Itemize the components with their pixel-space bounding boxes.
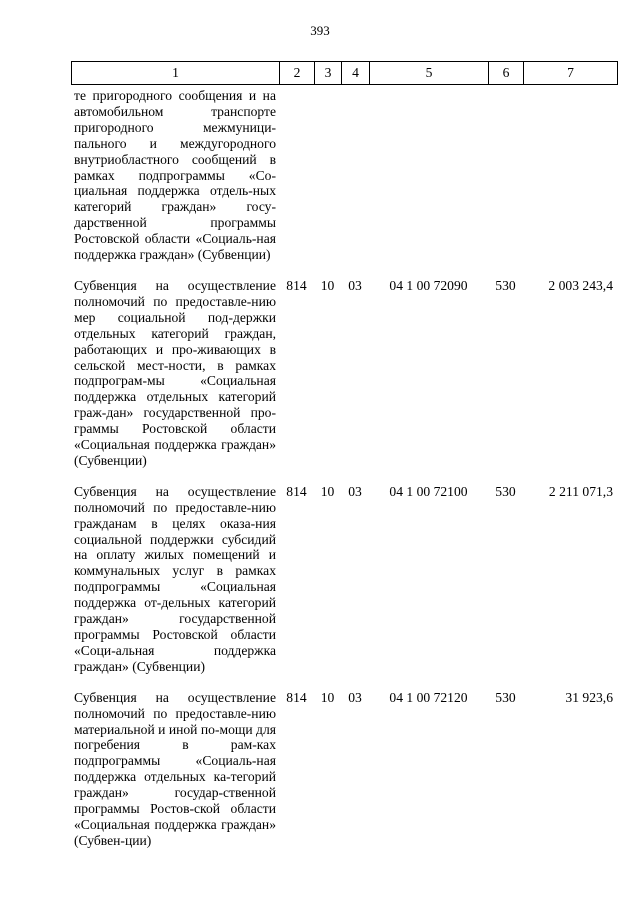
ministry-code: 814	[286, 689, 307, 705]
row-description: те пригородного сообщения и на автомобильном транспорте пригородного межмуници-пального и междугородного внутриобластного сообщений в рамках подпрограммы «Со-циальная поддержка отдель-ных категорий граждан» госу-дарственной программы Ростовской области «Социаль-ная поддержка граждан» (Субвенции)	[74, 88, 276, 263]
subsection-code: 03	[348, 483, 362, 499]
amount-value: 2 003 243,4	[548, 277, 613, 293]
expense-type-code: 530	[495, 483, 516, 499]
table-header-row	[71, 61, 618, 85]
ministry-code: 814	[286, 483, 307, 499]
column-header-2: 2	[280, 62, 315, 84]
column-header-7: 7	[567, 65, 574, 80]
amount-value: 31 923,6	[565, 689, 613, 705]
column-header-3: 3	[315, 62, 342, 84]
ministry-code: 814	[286, 277, 307, 293]
target-article-code: 04 1 00 72100	[389, 483, 468, 499]
target-article-code: 04 1 00 72120	[389, 689, 468, 705]
column-header-5: 5	[370, 62, 489, 84]
amount-value: 2 211 071,3	[548, 483, 613, 499]
section-code: 10	[320, 277, 335, 293]
subsection-code: 03	[348, 277, 362, 293]
expense-type-code: 530	[495, 277, 516, 293]
table-body	[71, 88, 613, 864]
column-header-4: 4	[342, 62, 370, 84]
column-header-1: 1	[72, 62, 280, 84]
row-description: Субвенция на осуществление полномочий по предоставле-нию мер социальной под-держки отдельных категорий граждан, работающих и про-живающих в сельской мест-ности, в рамках подпрограм-мы «Социальная поддержка отдельных категорий граж-дан» государственной про-граммы Ростовской области «Социальная поддержка граждан» (Субвенции)	[74, 277, 276, 468]
subsection-code: 03	[348, 689, 362, 705]
row-description: Субвенция на осуществление полномочий по предоставле-нию гражданам в целях оказа-ния социальной поддержки субсидий на оплату жилых помещений и коммунальных услуг в рамках подпрограммы «Социальная поддержка от-дельных категорий граждан» государственной программы Ростовской области «Соци-альная поддержка граждан» (Субвенции)	[74, 483, 276, 674]
table-row	[71, 689, 613, 849]
section-code: 10	[320, 689, 335, 705]
row-description: Субвенция на осуществление полномочий по предоставле-нию материальной и иной по-мощи для погребения в рам-ках подпрограммы «Социаль-ная поддержка отдельных ка-тегорий граждан» государ-ственной программы Ростов-ской области «Социальная поддержка граждан» (Субвен-ции)	[74, 689, 276, 848]
page-number: 393	[310, 23, 330, 38]
column-header-6: 6	[489, 62, 524, 84]
expense-type-code: 530	[495, 689, 516, 705]
table-row	[71, 277, 613, 469]
target-article-code: 04 1 00 72090	[389, 277, 468, 293]
section-code: 10	[320, 483, 335, 499]
table-row	[71, 88, 595, 263]
table-row	[71, 483, 613, 675]
